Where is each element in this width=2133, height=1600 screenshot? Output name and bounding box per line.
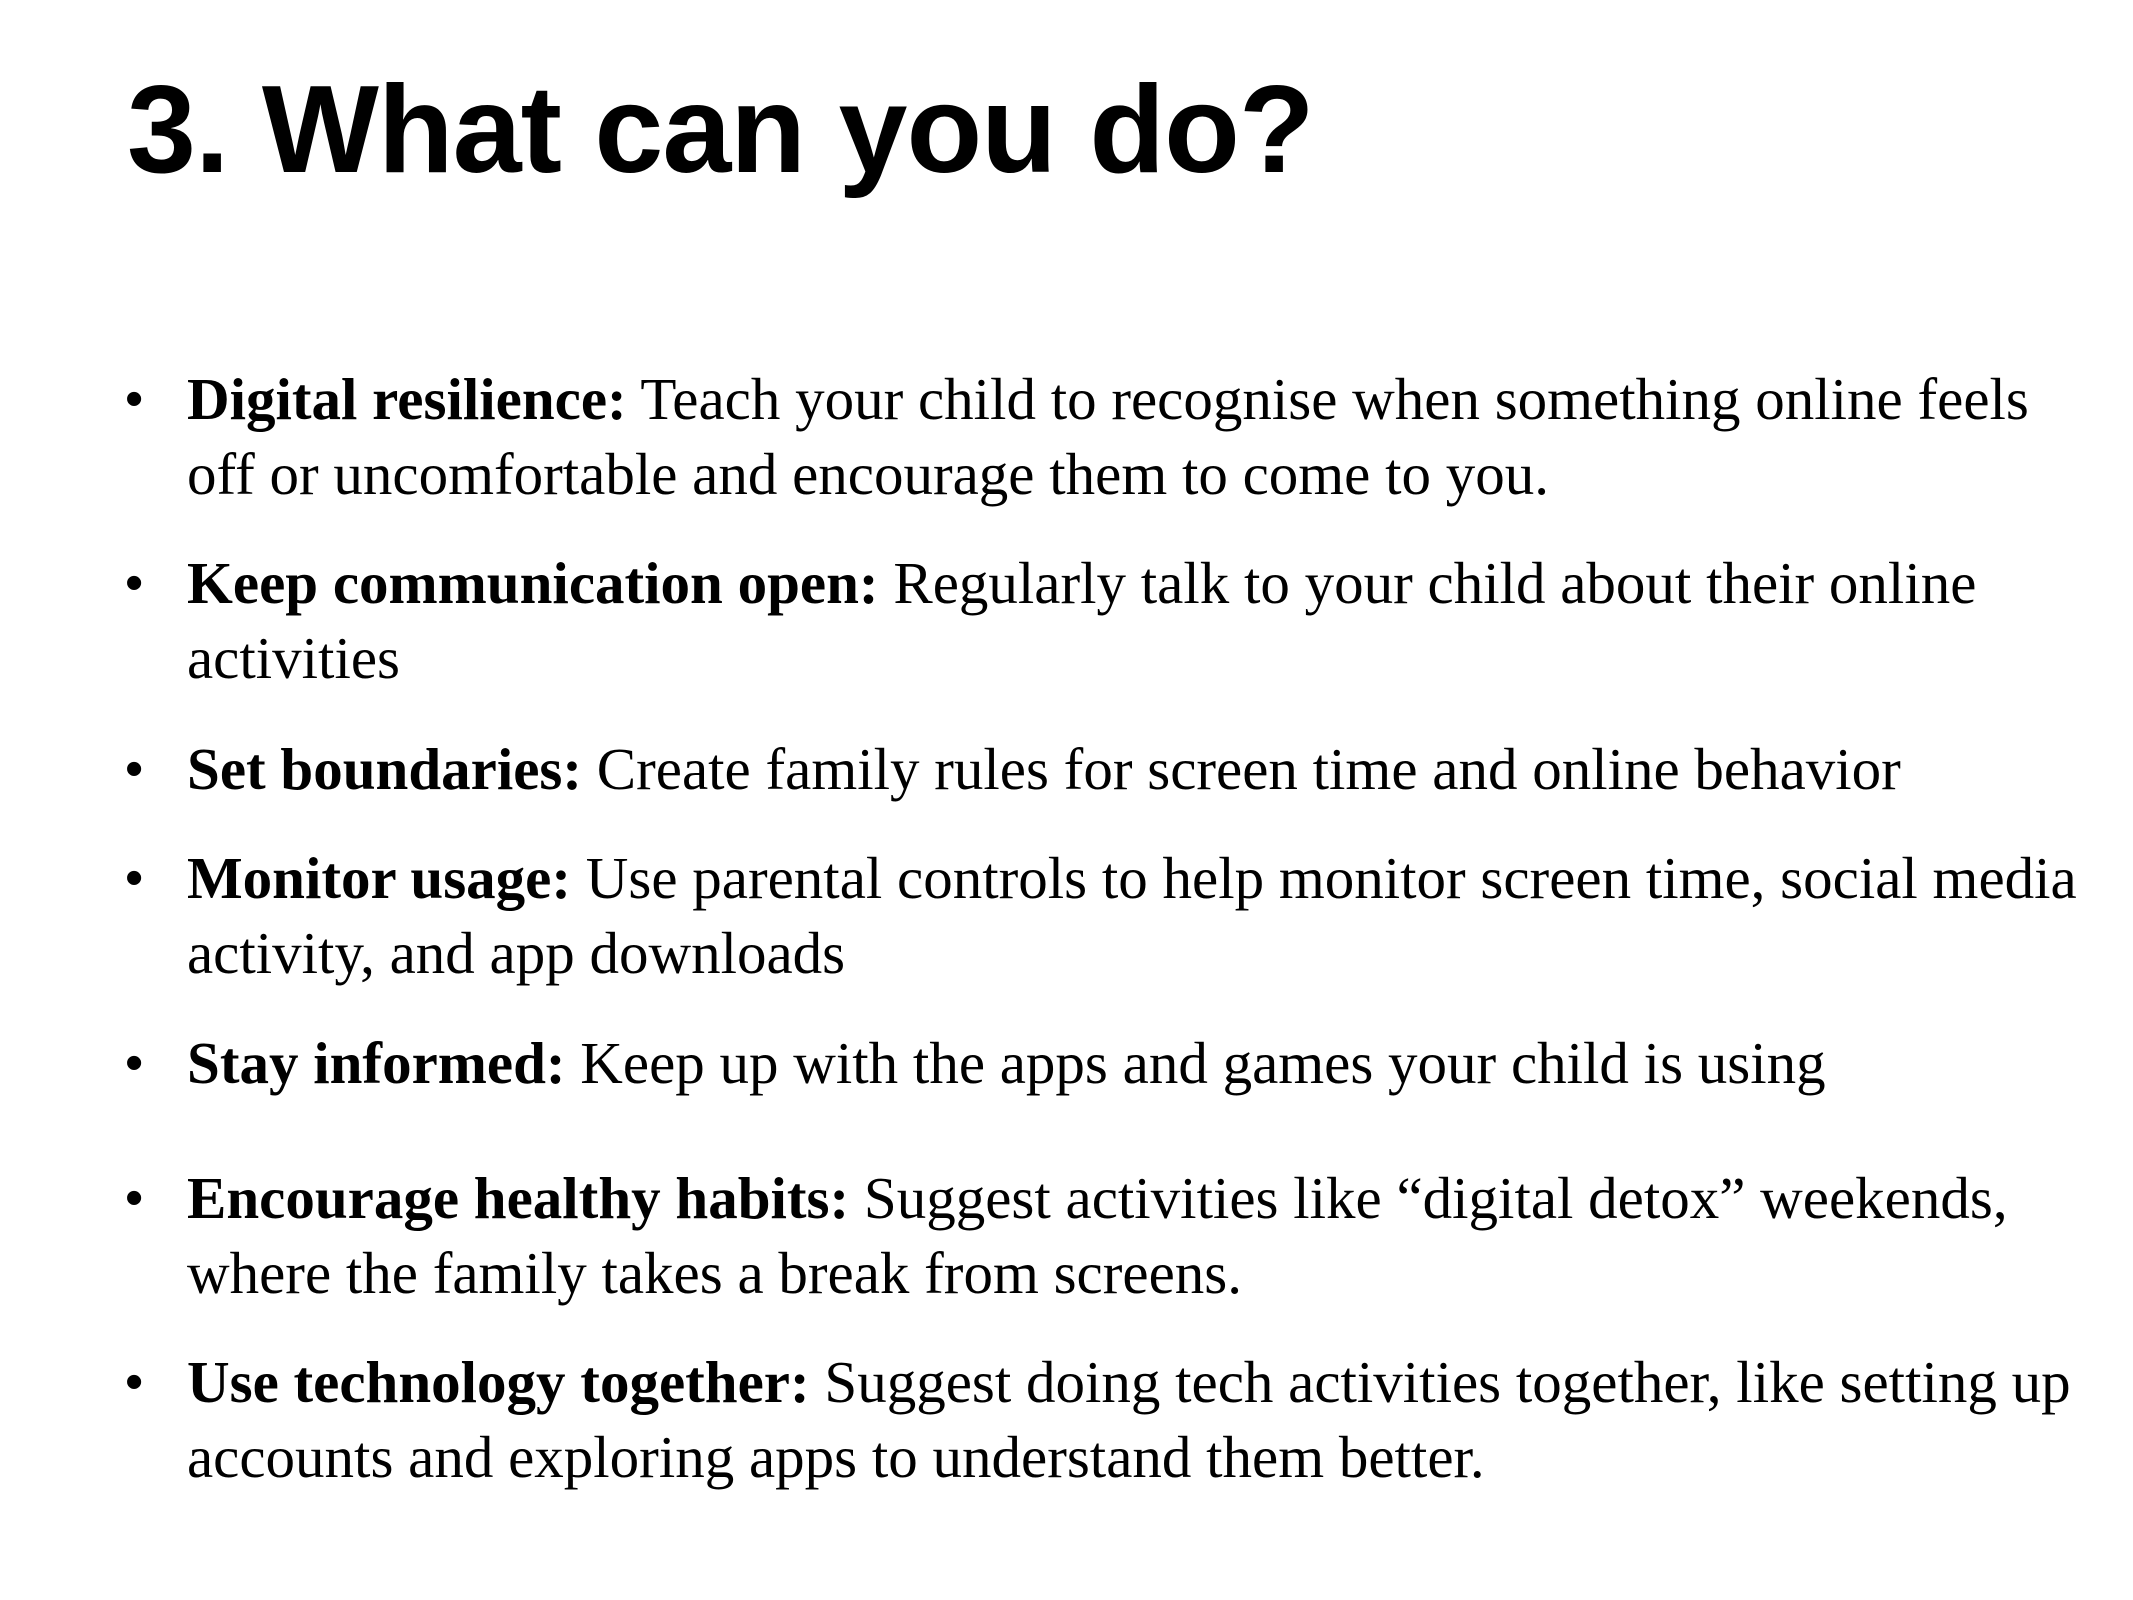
bullet-item-set-boundaries [125,732,2077,807]
bullet-text: Suggest doing tech activities together, like setting up accounts and exploring apps to understand them better. [187,1349,2071,1490]
bullet-icon: • [125,1034,144,1092]
bullet-item-stay-informed [125,1026,2077,1101]
bullet-item-use-technology-together [125,1345,2077,1495]
bullet-icon: • [125,1353,144,1411]
bullet-icon: • [125,1169,144,1227]
bullet-icon: • [125,370,144,428]
bullet-item-keep-communication-open [125,546,2077,696]
bullet-icon: • [125,740,144,798]
bullet-term: Set boundaries: [187,736,583,802]
bullet-text: Regularly talk to your child about their online activities [187,550,1977,691]
bullet-term: Use technology together: [187,1349,810,1415]
bullet-icon: • [125,849,144,907]
bullet-icon: • [125,554,144,612]
bullet-text: Create family rules for screen time and online behavior [596,736,1901,802]
bullet-term: Keep communication open: [187,550,879,616]
bullet-term: Monitor usage: [187,845,572,911]
slide-title: 3. What can you do? [127,61,1314,199]
bullet-term: Encourage healthy habits: [187,1165,850,1231]
bullet-text: Teach your child to recognise when something online feels off or uncomfortable and encourage them to come to you. [187,366,2029,507]
bullet-item-encourage-healthy-habits [125,1161,2077,1311]
bullet-text: Use parental controls to help monitor screen time, social media activity, and app downloads [187,845,2077,986]
bullet-text: Suggest activities like “digital detox” weekends, where the family takes a break from screens. [187,1165,2008,1306]
bullet-item-monitor-usage [125,841,2077,991]
bullet-term: Stay informed: [187,1030,566,1096]
bullet-text: Keep up with the apps and games your child is using [580,1030,1826,1096]
bullet-item-digital-resilience [125,362,2077,512]
bullet-term: Digital resilience: [187,366,627,432]
